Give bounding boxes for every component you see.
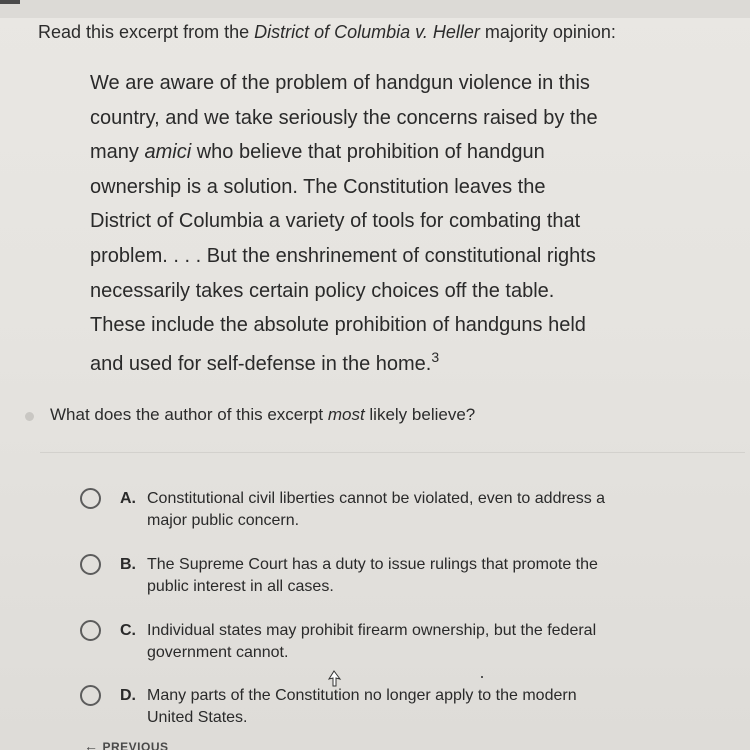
intro-case-name: District of Columbia v. Heller (254, 22, 480, 42)
question-bullet-icon (25, 412, 34, 421)
option-line: United States. (147, 709, 248, 726)
excerpt-line: These include the absolute prohibition of handguns held (90, 314, 586, 337)
question-text: What does the author of this excerpt (50, 405, 328, 424)
option-text (147, 620, 707, 664)
excerpt-line: country, and we take seriously the concerns raised by the (90, 106, 598, 129)
intro-prefix: Read this excerpt from the (38, 22, 255, 42)
option-text (147, 685, 707, 729)
option-line: Many parts of the Constitution no longer apply to the modern (147, 687, 577, 704)
option-line: government cannot. (147, 644, 289, 661)
excerpt-line: We are aware of the problem of handgun violence in this (90, 72, 590, 94)
excerpt-intro (38, 20, 616, 44)
excerpt-line: necessarily takes certain policy choices off the table. (90, 279, 555, 302)
footnote-marker[interactable]: 3 (431, 348, 440, 365)
radio-button-d[interactable] (80, 685, 101, 706)
option-line: Constitutional civil liberties cannot be violated, even to address a (147, 490, 606, 507)
option-line: major public concern. (147, 512, 300, 529)
option-letter: D. (120, 687, 136, 704)
option-text (147, 488, 707, 532)
window-edge (0, 0, 20, 4)
option-text (147, 554, 707, 598)
option-letter: C. (120, 622, 136, 639)
question-emphasis: most (327, 405, 365, 424)
excerpt-line: ownership is a solution. The Constitution leaves the (90, 175, 546, 198)
excerpt-line: problem. . . . But the enshrinement of constitutional rights (90, 244, 596, 267)
excerpt-line (90, 347, 690, 382)
top-strip (0, 0, 750, 18)
excerpt-text: and used for self-defense in the home. (90, 352, 432, 375)
screen-speck (481, 676, 483, 678)
arrow-left-icon: ← (84, 738, 99, 750)
excerpt-italic-term: amici (144, 141, 192, 164)
excerpt-text: many (90, 141, 145, 164)
option-line: Individual states may prohibit firearm ownership, but the federal (147, 622, 597, 639)
radio-button-a[interactable] (80, 488, 101, 509)
radio-button-c[interactable] (80, 620, 101, 641)
option-letter: A. (120, 490, 136, 507)
radio-button-b[interactable] (80, 554, 101, 575)
divider (40, 452, 745, 453)
option-line: public interest in all cases. (147, 578, 334, 595)
excerpt-line: District of Columbia a variety of tools for combating that (90, 210, 581, 233)
option-letter: B. (120, 556, 136, 573)
intro-suffix: majority opinion: (479, 22, 616, 42)
previous-button[interactable] (84, 738, 169, 750)
mouse-cursor-icon (328, 670, 342, 688)
excerpt-block (90, 66, 690, 381)
question-prompt (50, 404, 475, 426)
excerpt-line (90, 135, 690, 170)
option-line: The Supreme Court has a duty to issue rulings that promote the (147, 556, 598, 573)
question-text: likely believe? (364, 405, 476, 424)
previous-label: PREVIOUS (102, 740, 169, 750)
excerpt-text: who believe that prohibition of handgun (191, 141, 545, 164)
